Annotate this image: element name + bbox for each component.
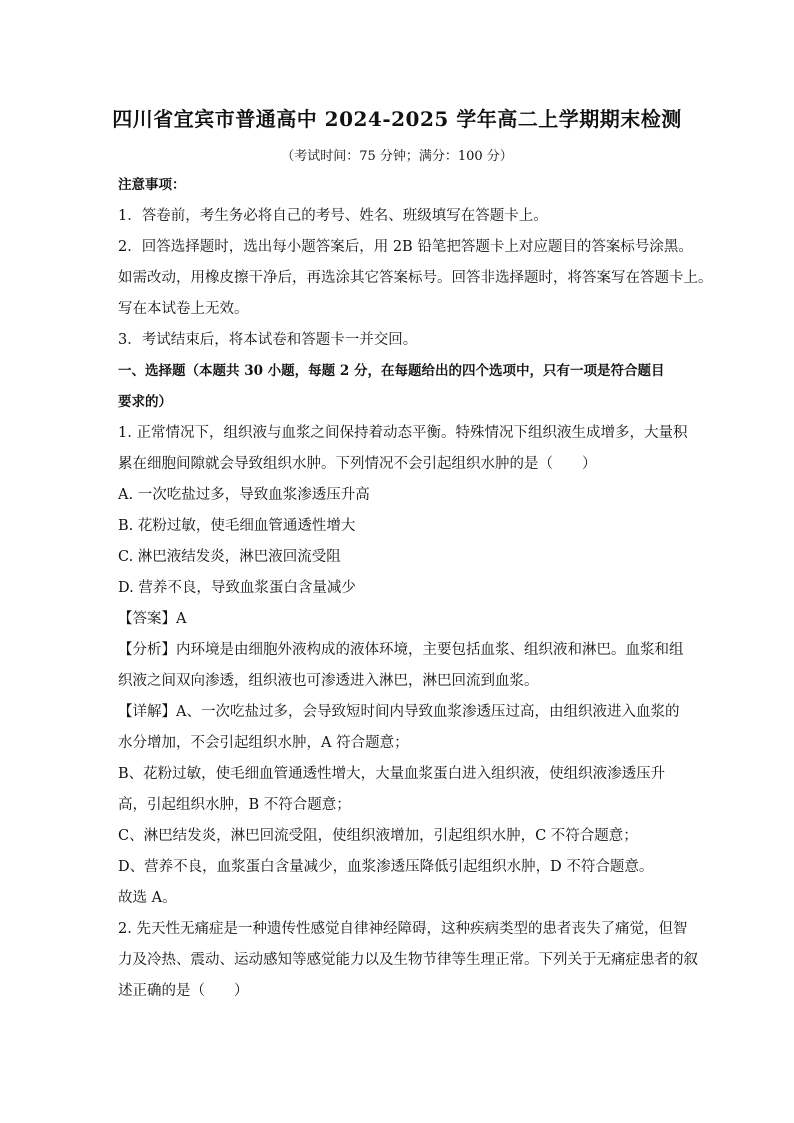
q1-answer: 【答案】A	[118, 611, 187, 627]
section-heading-line-2: 要求的）	[118, 394, 172, 410]
q1-stem-line-2: 累在细胞间隙就会导致组织水肿。下列情况不会引起组织水肿的是（ ）	[118, 456, 597, 472]
q1-detail-line-1: 【详解】A、一次吃盐过多，会导致短时间内导致血浆渗透压过高，由组织液进入血浆的	[118, 704, 680, 720]
notice-item-2-line-3: 写在本试卷上无效。	[118, 301, 249, 317]
notice-item-1: 1．答卷前，考生务必将自己的考号、姓名、班级填写在答题卡上。	[118, 208, 548, 224]
q1-detail-line-6: D、营养不良，血浆蛋白含量减少，血浆渗透压降低引起组织水肿，D 不符合题意。	[118, 859, 654, 875]
q1-detail-line-2: 水分增加，不会引起组织水肿，A 符合题意；	[118, 735, 409, 751]
q1-conclusion: 故选 A。	[118, 890, 177, 906]
q1-option-b: B. 花粉过敏，使毛细血管通透性增大	[118, 518, 356, 534]
q1-analysis-line-2: 织液之间双向渗透，组织液也可渗透进入淋巴，淋巴回流到血浆。	[118, 673, 539, 689]
notice-heading: 注意事项：	[118, 177, 186, 193]
notice-item-3: 3．考试结束后，将本试卷和答题卡一并交回。	[118, 332, 418, 348]
q1-detail-line-4: 高，引起组织水肿，B 不符合题意；	[118, 797, 351, 813]
exam-title: 四川省宜宾市普通高中 2024-2025 学年高二上学期期末检测	[112, 107, 682, 131]
notice-item-2-line-2: 如需改动，用橡皮擦干净后，再选涂其它答案标号。回答非选择题时，将答案写在答题卡上。	[118, 270, 713, 286]
q2-stem-line-1: 2. 先天性无痛症是一种遗传性感觉自律神经障碍，这种疾病类型的患者丧失了痛觉，但智	[118, 921, 688, 937]
exam-subtitle: （考试时间：75 分钟；满分：100 分）	[281, 149, 513, 164]
notice-item-2-line-1: 2．回答选择题时，选出每小题答案后，用 2B 铅笔把答题卡上对应题目的答案标号涂黑。	[118, 239, 693, 255]
q1-stem-line-1: 1. 正常情况下，组织液与血浆之间保持着动态平衡。特殊情况下组织液生成增多，大量积	[118, 425, 688, 441]
q1-option-a: A. 一次吃盐过多，导致血浆渗透压升高	[118, 487, 370, 503]
q1-detail-line-5: C、淋巴结发炎，淋巴回流受阻，使组织液增加，引起组织水肿，C 不符合题意；	[118, 828, 638, 844]
q1-detail-line-3: B、花粉过敏，使毛细血管通透性增大，大量血浆蛋白进入组织液，使组织液渗透压升	[118, 766, 666, 782]
q1-analysis-line-1: 【分析】内环境是由细胞外液构成的液体环境，主要包括血浆、组织液和淋巴。血浆和组	[118, 642, 684, 658]
q1-option-c: C. 淋巴液结发炎，淋巴液回流受阻	[118, 549, 341, 565]
q2-stem-line-3: 述正确的是（ ）	[118, 983, 249, 999]
q1-option-d: D. 营养不良，导致血浆蛋白含量减少	[118, 580, 356, 596]
q2-stem-line-2: 力及冷热、震动、运动感知等感觉能力以及生物节律等生理正常。下列关于无痛症患者的叙	[118, 952, 698, 968]
section-heading-line-1: 一、选择题（本题共 30 小题，每题 2 分，在每题给出的四个选项中，只有一项是符合题目	[118, 363, 665, 379]
